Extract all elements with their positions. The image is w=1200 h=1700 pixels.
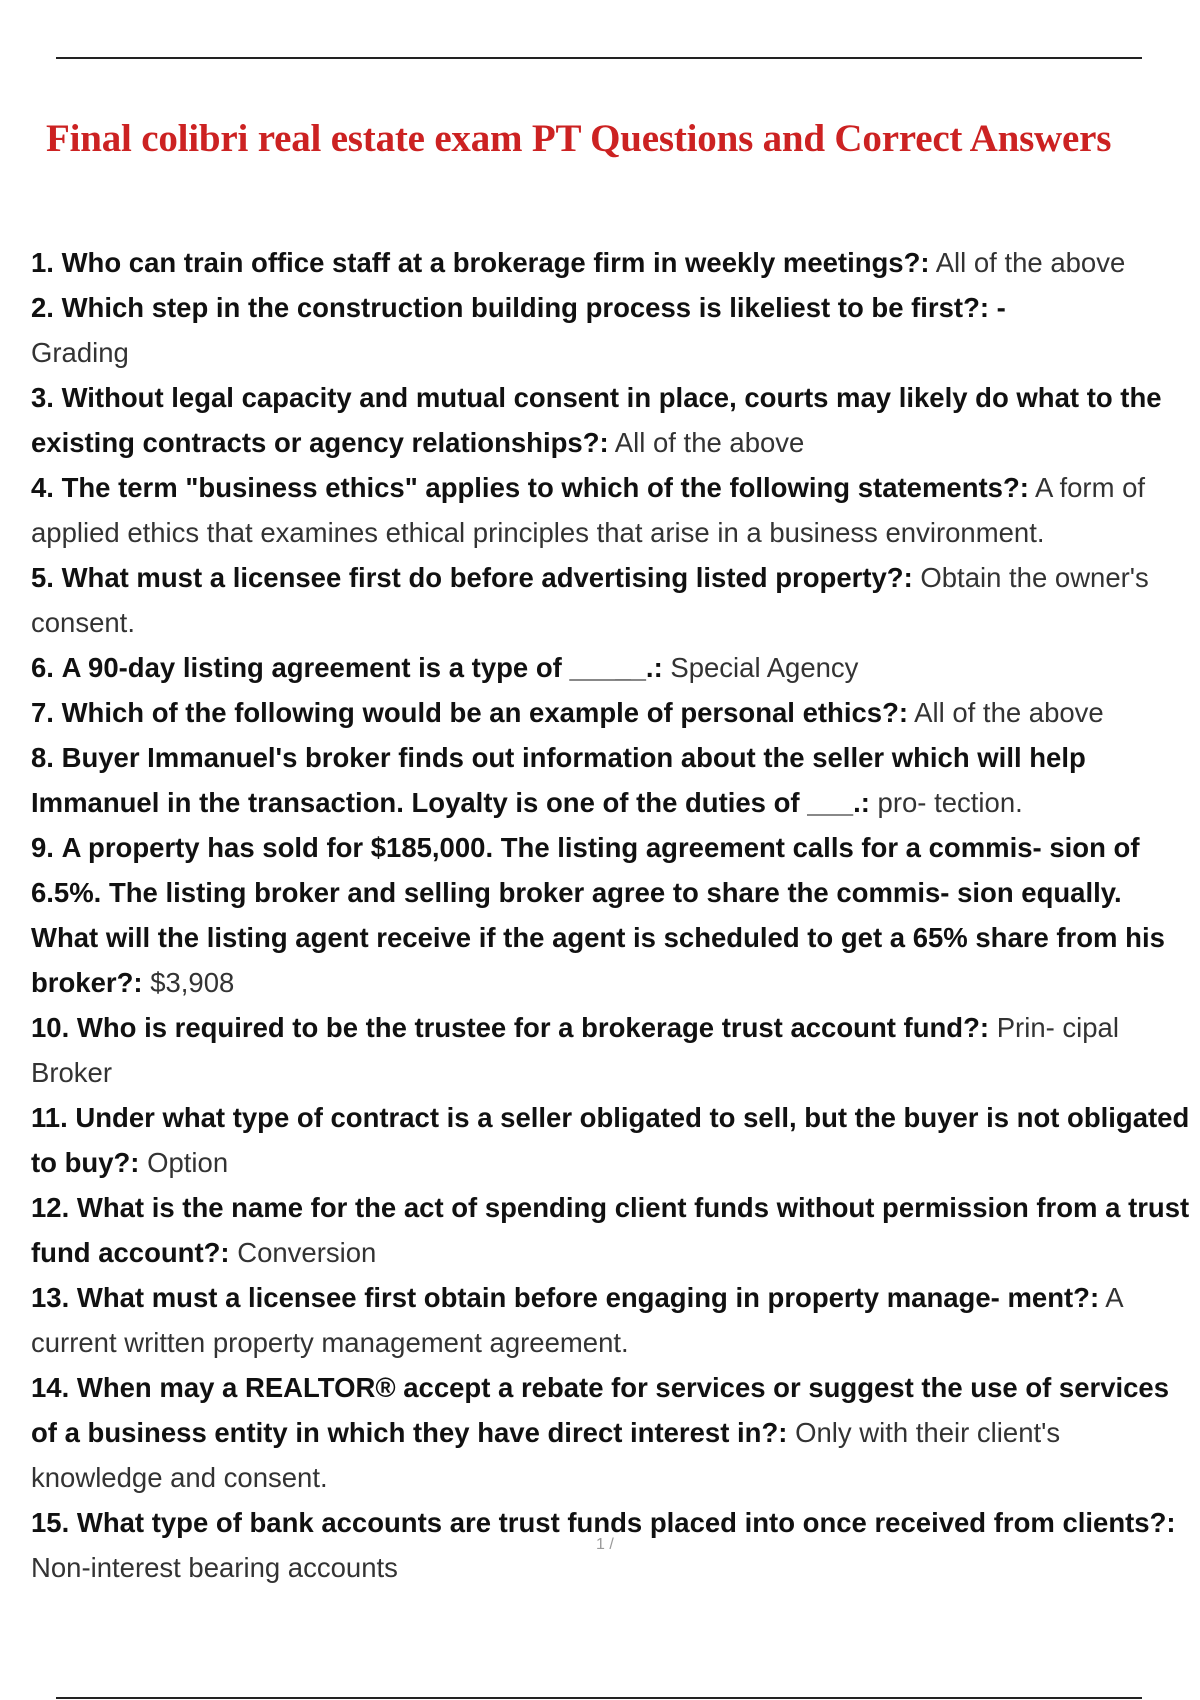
answer-text: Special Agency xyxy=(670,652,859,683)
qa-number: 3. xyxy=(31,382,54,413)
qa-item-14 xyxy=(31,1365,1191,1500)
qa-number: 6. xyxy=(31,652,54,683)
answer-text: A form of applied ethics that examines ethical principles that arise in a business environment. xyxy=(31,472,1146,548)
question-text: A 90-day listing agreement is a type of _____.: xyxy=(61,652,663,683)
qa-list xyxy=(31,240,1191,1590)
question-text: Under what type of contract is a seller obligated to sell, but the buyer is not obligated to buy?: xyxy=(31,1102,1190,1178)
question-text: What must a licensee first do before advertising listed property?: xyxy=(61,562,913,593)
qa-item-5 xyxy=(31,555,1191,645)
qa-item-4 xyxy=(31,465,1191,555)
answer-text: Prin- cipal Broker xyxy=(31,1012,1119,1088)
qa-number: 9. xyxy=(31,832,54,863)
qa-number: 10. xyxy=(31,1012,70,1043)
qa-number: 12. xyxy=(31,1192,70,1223)
question-text: When may a REALTOR® accept a rebate for services or suggest the use of services of a business entity in which they have direct interest in?: xyxy=(31,1372,1170,1448)
qa-item-10 xyxy=(31,1005,1191,1095)
qa-item-8 xyxy=(31,735,1191,825)
qa-number: 1. xyxy=(31,247,54,278)
top-divider xyxy=(56,57,1142,59)
qa-item-7 xyxy=(31,690,1191,735)
qa-number: 7. xyxy=(31,697,54,728)
page-number: 1 / xyxy=(596,1536,614,1553)
question-text: Which of the following would be an example of personal ethics?: xyxy=(61,697,909,728)
answer-text: Conversion xyxy=(237,1237,377,1268)
bottom-divider xyxy=(56,1697,1142,1699)
qa-item-2 xyxy=(31,285,1191,375)
qa-item-11 xyxy=(31,1095,1191,1185)
answer-text: pro- tection. xyxy=(877,787,1023,818)
document-title: Final colibri real estate exam PT Questions and Correct Answers xyxy=(46,117,1112,160)
qa-number: 4. xyxy=(31,472,54,503)
question-text: A property has sold for $185,000. The listing agreement calls for a commis- sion of 6.5%. The listing broker and selling broker agree to share the commis- sion equally. What will the listing agent receive if the agent is scheduled to get a 65% share from his broker?: xyxy=(31,832,1165,998)
answer-text: A current written property management agreement. xyxy=(31,1282,1123,1358)
qa-item-9 xyxy=(31,825,1191,1005)
question-text: Buyer Immanuel's broker finds out information about the seller which will help Immanuel in the transaction. Loyalty is one of the duties of ___.: xyxy=(31,742,1086,818)
question-text: What is the name for the act of spending client funds without permission from a trust fund account?: xyxy=(31,1192,1190,1268)
question-text: What type of bank accounts are trust funds placed into once received from clients?: xyxy=(76,1507,1176,1538)
question-text: Who can train office staff at a brokerage firm in weekly meetings?: xyxy=(61,247,930,278)
answer-text: Option xyxy=(147,1147,229,1178)
question-text: Which step in the construction building process is likeliest to be first?: - xyxy=(61,292,1006,323)
answer-text: All of the above xyxy=(935,247,1126,278)
qa-item-1 xyxy=(31,240,1191,285)
answer-text: Obtain the owner's consent. xyxy=(31,562,1149,638)
qa-item-6 xyxy=(31,645,1191,690)
answer-text: All of the above xyxy=(914,697,1104,728)
question-text: Who is required to be the trustee for a brokerage trust account fund?: xyxy=(76,1012,990,1043)
qa-number: 13. xyxy=(31,1282,70,1313)
question-text: The term "business ethics" applies to which of the following statements?: xyxy=(61,472,1029,503)
qa-number: 5. xyxy=(31,562,54,593)
answer-text: $3,908 xyxy=(150,967,235,998)
answer-text: All of the above xyxy=(614,427,805,458)
question-text: What must a licensee first obtain before engaging in property manage- ment?: xyxy=(76,1282,1100,1313)
qa-number: 2. xyxy=(31,292,54,323)
answer-text: Non-interest bearing accounts xyxy=(31,1552,398,1583)
qa-number: 11. xyxy=(31,1102,68,1133)
answer-text: Grading xyxy=(31,337,129,368)
qa-item-3 xyxy=(31,375,1191,465)
qa-number: 14. xyxy=(31,1372,70,1403)
qa-number: 15. xyxy=(31,1507,70,1538)
qa-item-12 xyxy=(31,1185,1191,1275)
qa-number: 8. xyxy=(31,742,54,773)
qa-item-13 xyxy=(31,1275,1191,1365)
answer-text: Only with their client's knowledge and consent. xyxy=(31,1417,1061,1493)
question-text: Without legal capacity and mutual consent in place, courts may likely do what to the existing contracts or agency relationships?: xyxy=(31,382,1162,458)
